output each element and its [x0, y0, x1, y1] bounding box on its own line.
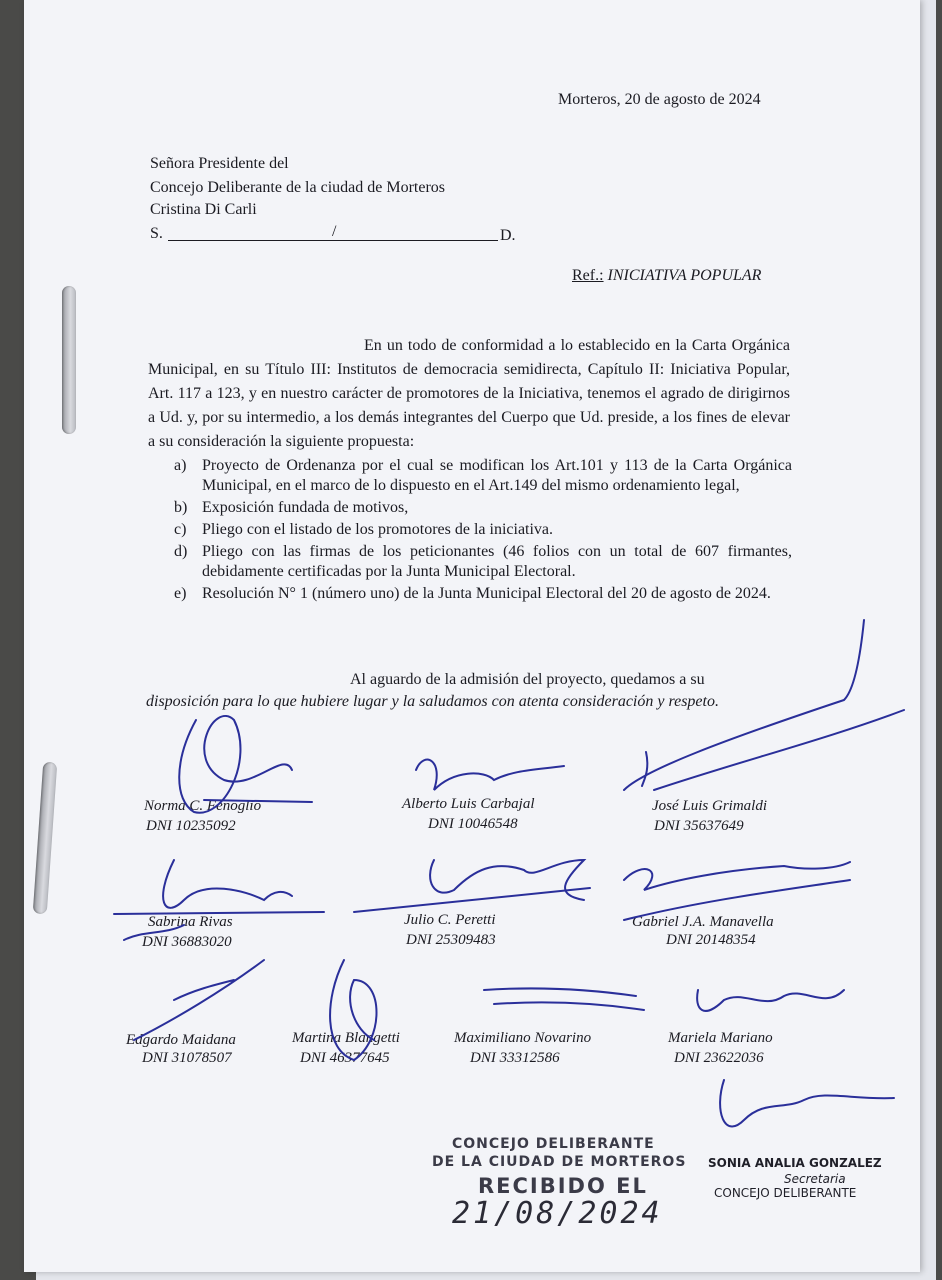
attachments-list	[148, 456, 792, 606]
signatory-dni: DNI 46377645	[300, 1050, 390, 1066]
signatory-dni: DNI 23622036	[674, 1050, 764, 1066]
place-date: Morteros, 20 de agosto de 2024	[558, 91, 761, 108]
salutation-d: D.	[500, 227, 516, 244]
signatory-dni: DNI 10235092	[146, 818, 236, 834]
signature-mark	[697, 990, 844, 1011]
signatory-dni: DNI 25309483	[406, 932, 496, 948]
signatory-dni: DNI 33312586	[470, 1050, 560, 1066]
received-stamp-line-2: DE LA CIUDAD DE MORTEROS	[432, 1154, 687, 1170]
binding-hole-top	[62, 286, 76, 434]
letter-page	[24, 0, 920, 1272]
signature-mark	[163, 860, 292, 908]
signatory-dni: DNI 20148354	[666, 932, 756, 948]
signatory-name: Maximiliano Novarino	[454, 1030, 592, 1046]
secretary-body: CONCEJO DELIBERANTE	[714, 1186, 857, 1200]
recipient-line-2: Concejo Deliberante de la ciudad de Morteros	[150, 179, 445, 196]
received-stamp-line-1: CONCEJO DELIBERANTE	[452, 1136, 655, 1152]
signatory-dni: DNI 10046548	[428, 816, 518, 832]
recipient-line-3: Cristina Di Carli	[150, 201, 257, 218]
secretary-name: SONIA ANALIA GONZALEZ	[708, 1156, 882, 1170]
signatory-name: Alberto Luis Carbajal	[402, 796, 535, 812]
list-item: b) Exposición fundada de motivos,	[174, 499, 409, 516]
signatory-name: Mariela Mariano	[668, 1030, 773, 1046]
signatory-name: Gabriel J.A. Manavella	[632, 914, 774, 930]
list-item: e) Resolución N° 1 (número uno) de la Junta Municipal Electoral del 20 de agosto de 2024.	[174, 585, 771, 602]
list-item: d) Pliego con las firmas de los peticionantes (46 folios con un total de 607 firmantes, debidamente certificadas por la Junta Municipal Electoral.	[174, 543, 792, 580]
signatory-dni: DNI 35637649	[654, 818, 744, 834]
recipient-line-1: Señora Presidente del	[150, 155, 289, 172]
signatory-name: José Luis Grimaldi	[652, 798, 768, 814]
signature-mark	[624, 862, 850, 920]
salutation-s: S.	[150, 225, 163, 242]
reference-text: INICIATIVA POPULAR	[607, 267, 762, 284]
closing-line-2: disposición para lo que hubiere lugar y la saludamos con atenta consideración y respeto.	[146, 693, 719, 710]
signatory-dni: DNI 31078507	[142, 1050, 232, 1066]
reference-label: Ref.:	[572, 267, 604, 284]
intro-paragraph: En un todo de conformidad a lo establecido en la Carta Orgánica Municipal, en su Título III: Institutos de democracia semidirecta, Capítulo II: Iniciativa Popular, Art. 117 a 123, y en nuestro carácter de promotores de la Iniciativa, tenemos el agrado de dirigirnos a Ud. y, por su intermedio, a los demás integrantes del Cuerpo que Ud. preside, a los fines de elevar a su consideración la siguiente propuesta:	[148, 337, 790, 450]
signature-mark	[720, 1080, 894, 1126]
signature-mark	[416, 760, 564, 790]
signature-mark	[484, 988, 644, 1010]
signatory-name: Sabrina Rivas	[148, 914, 233, 930]
received-date-handwritten: 21/08/2024	[452, 1196, 663, 1231]
binding-hole-bottom	[33, 762, 58, 915]
signatory-name: Julio C. Peretti	[404, 912, 496, 928]
secretary-role: Secretaria	[784, 1172, 846, 1186]
received-stamp-line-3: RECIBIDO EL	[478, 1174, 648, 1198]
signature-mark	[354, 860, 590, 912]
signature-mark	[642, 710, 904, 790]
closing-line-1: Al aguardo de la admisión del proyecto, quedamos a su	[350, 671, 705, 688]
salutation-rule	[168, 240, 498, 241]
signature-mark	[134, 960, 264, 1040]
signatory-dni: DNI 36883020	[142, 934, 232, 950]
list-item: a) Proyecto de Ordenanza por el cual se modifican los Art.101 y 113 de la Carta Orgánica Municipal, en el marco de lo dispuesto en el Art.149 del mismo ordenamiento legal,	[174, 457, 792, 494]
reference-line	[572, 266, 761, 286]
signatory-name: Norma C. Fenoglio	[144, 798, 262, 814]
salutation-slash: /	[332, 223, 337, 240]
signatory-name: Martina Blangetti	[292, 1030, 400, 1046]
list-item: c) Pliego con el listado de los promotores de la iniciativa.	[174, 521, 554, 538]
signatory-name: Edgardo Maidana	[126, 1032, 236, 1048]
